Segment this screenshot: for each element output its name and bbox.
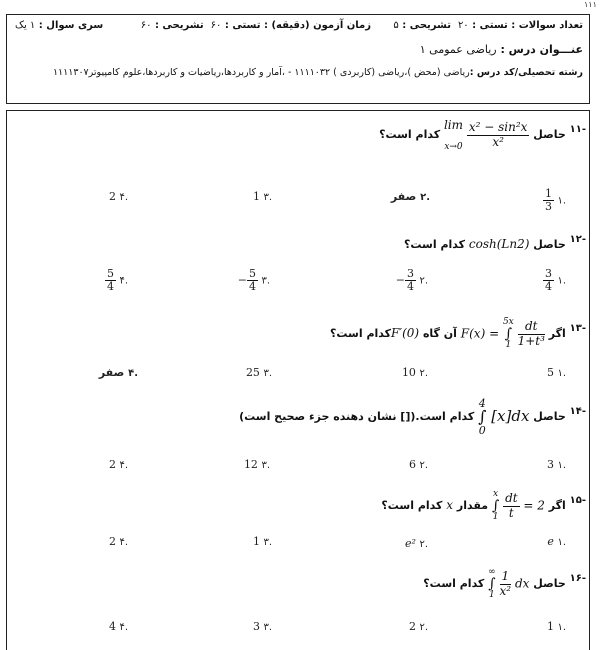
- q16-option-1[interactable]: .۱ 1: [546, 620, 566, 633]
- question-series: سری سوال : ۱ یک: [15, 20, 104, 31]
- question-13: -۱۳ اگر F(x) = 5x ∫ 1 $\frac{dt}{\text{1+t³}}$ آن گاه F′(0)کدام است؟: [330, 317, 586, 350]
- q13-option-3[interactable]: .۳ 25: [245, 366, 272, 379]
- q15-option-1[interactable]: .۱ e: [547, 535, 566, 548]
- q13-option-1[interactable]: .۱ 5: [546, 366, 566, 379]
- q11-option-1[interactable]: .۱ $\frac{1}{3}$: [544, 187, 566, 214]
- field-and-course-code: رشته تحصیلی/کد درس :ریاضی (محض )،ریاضی (کاربردی ) ۱۱۱۱۰۳۲ - ،آمار و کاربردها،ریاضیات و کاربردها،علوم کامپیوتر۱۱۱۱۳۰۷: [52, 67, 583, 78]
- q15-option-4[interactable]: .۴ 2: [108, 535, 128, 548]
- q11-option-4[interactable]: .۴ 2: [108, 190, 128, 203]
- q15-option-2[interactable]: .۲ e²: [405, 537, 428, 550]
- q12-option-1[interactable]: .۱ $\frac{3}{4}$: [544, 267, 566, 294]
- q14-option-3[interactable]: .۳ 12: [243, 458, 270, 471]
- question-14: -۱۴ حاصل 4 ∫ 0 [x]dx کدام است.([] نشان دهنده جزء صحیح است): [239, 397, 586, 437]
- q14-option-1[interactable]: .۱ 3: [546, 458, 566, 471]
- q11-option-2[interactable]: .۲ صفر: [390, 190, 430, 203]
- q14-option-2[interactable]: .۲ 6: [408, 458, 428, 471]
- question-12: -۱۲ حاصل cosh(Ln2) کدام است؟: [404, 234, 586, 251]
- question-15: -۱۵ اگر x ∫ 1 $\frac{dt}{t}$ = 2 مقدار x کدام است؟: [381, 489, 586, 522]
- exam-time: زمان آزمون (دقیقه) : تستی : ۶۰ تشریحی : ۶۰: [140, 20, 371, 31]
- question-16: -۱۶ حاصل ∞ ∫ 1 $\frac{1}{\text{x²}}$ dx کدام است؟: [423, 567, 586, 600]
- q16-option-2[interactable]: .۲ 2: [408, 620, 428, 633]
- q12-option-3[interactable]: .۳ $\frac{5}{4}$ −: [237, 267, 270, 294]
- exam-header: [6, 14, 590, 104]
- q16-option-4[interactable]: .۴ 4: [108, 620, 128, 633]
- question-count: تعداد سوالات : تستی : ۲۰ تشریحی : ۵: [393, 20, 583, 31]
- q11-option-3[interactable]: .۳ 1: [252, 190, 272, 203]
- q14-option-4[interactable]: .۴ 2: [108, 458, 128, 471]
- q16-option-3[interactable]: .۳ 3: [252, 620, 272, 633]
- q15-option-3[interactable]: .۳ 1: [252, 535, 272, 548]
- course-title: عنـــوان درس : ریاضی عمومی ۱: [419, 43, 583, 56]
- q13-option-4[interactable]: .۴ صفر: [98, 366, 138, 379]
- question-11: -۱۱ حاصل lim x→0 $\frac{\text{x² − sin²x}}{\text{x²}}$ کدام است؟: [379, 118, 586, 152]
- q12-option-2[interactable]: .۲ $\frac{3}{4}$ −: [395, 267, 428, 294]
- q12-option-4[interactable]: .۴ $\frac{5}{4}$: [106, 267, 128, 294]
- q13-option-2[interactable]: .۲ 10: [401, 366, 428, 379]
- page-number: ۱۱۱: [584, 0, 597, 9]
